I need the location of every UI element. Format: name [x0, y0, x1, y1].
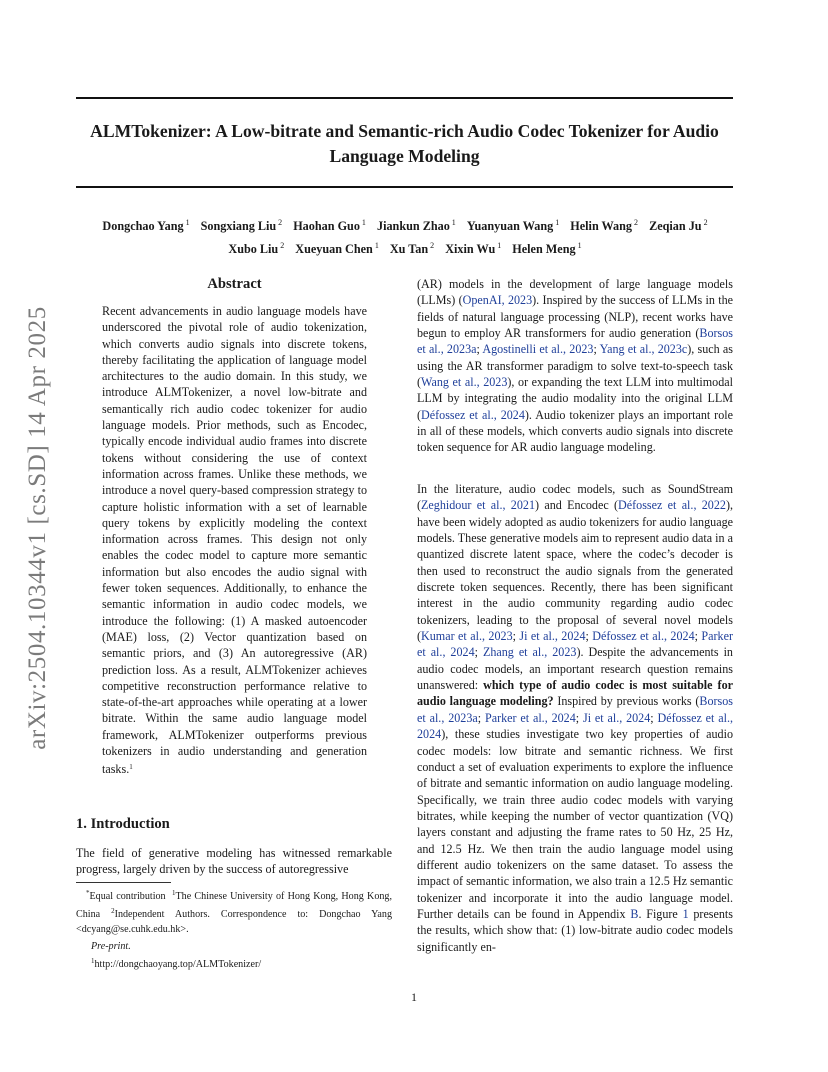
- citation-link[interactable]: Borsos et al., 2023a: [417, 694, 734, 725]
- author-name-text: Yuanyuan Wang: [466, 219, 554, 233]
- author-name: [512, 242, 581, 256]
- citation-link[interactable]: 1: [682, 906, 689, 921]
- paragraph-text: ;: [476, 342, 483, 357]
- citation-link[interactable]: Défossez et al., 2022: [618, 498, 726, 513]
- right-column-paragraph-1: [417, 276, 733, 456]
- paragraph-text: ;: [694, 629, 702, 644]
- citation-link[interactable]: Kumar et al., 2023: [421, 629, 513, 644]
- paragraph-text: ;: [512, 629, 520, 644]
- paragraph-text: ;: [585, 629, 593, 644]
- author-name-text: Jiankun Zhao: [376, 219, 450, 233]
- citation-link[interactable]: Yang et al., 2023c: [599, 342, 688, 357]
- paragraph-text: In the literature, audio codec models, such as SoundStream (: [417, 482, 733, 513]
- author-name: [201, 219, 283, 233]
- paragraph-text: ;: [650, 710, 658, 725]
- author-affiliation-mark: 1: [374, 241, 379, 250]
- author-name: [377, 219, 456, 233]
- author-name-text: Songxiang Liu: [200, 219, 277, 233]
- citation-link[interactable]: Défossez et al., 2024: [417, 710, 734, 742]
- abstract-footnote-mark: 1: [129, 763, 133, 772]
- citation-link[interactable]: Ji et al., 2024: [519, 629, 586, 644]
- paper-title: ALMTokenizer: A Low-bitrate and Semantic-rich Audio Codec Tokenizer for Audio Language Modeling: [90, 121, 719, 166]
- author-name: [390, 242, 434, 256]
- author-name-text: Zeqian Ju: [649, 219, 702, 233]
- preprint-note: Pre-print.: [91, 941, 131, 952]
- title-bottom-rule: [76, 186, 733, 188]
- abstract-text: [102, 303, 367, 778]
- author-name-text: Xueyuan Chen: [295, 242, 373, 256]
- author-name: [293, 219, 366, 233]
- citation-link[interactable]: Zeghidour et al., 2021: [421, 498, 535, 513]
- paragraph-text: . Figure: [638, 906, 683, 921]
- top-rule: [76, 97, 733, 99]
- project-url-footnote: [91, 957, 261, 970]
- paragraph-text: ;: [474, 645, 483, 660]
- author-name: [649, 219, 708, 233]
- author-affiliation-mark: 2: [280, 241, 285, 250]
- author-affiliation-mark: 1: [555, 218, 560, 227]
- paragraph-text: (AR) models in the development of large language models (LLMs) (: [417, 277, 733, 308]
- author-affiliation-mark: 1: [577, 241, 582, 250]
- paragraph-text: ). Audio tokenizer plays an important role in all of these models, which converts audio signals into discrete token sequence for AR audio language modeling.: [417, 407, 733, 455]
- paragraph-text: ). Despite the advancements in audio codec models, an important research question remains unanswered:: [417, 645, 733, 693]
- author-name-text: Xubo Liu: [228, 242, 279, 256]
- paragraph-text: ), have been widely adopted as audio tokenizers for audio language models. These generative models aim to represent audio data in a quantized discrete latent space, where the codec’s decoder is then used to reconstruct the audio signals from the generated discrete token sequences. Recently, there has been significant interest in the audio community regarding audio codec tokenizers, leading to the proposal of several novel models (: [417, 498, 734, 644]
- author-affiliation-mark: 2: [278, 218, 283, 227]
- paragraph-text: ;: [477, 710, 485, 725]
- paragraph-text: ), these studies investigate two key properties of audio codec models: low bitrate and semantic richness. We first conduct a set of evaluation experiments to explore the influence of bitrate and semantic information on audio language modeling. Specifically, we train three audio codec models with varying bitrates, while keeping the number of vector quantization (VQ) layers constant and adjusting the frame rates to 50 Hz, 25 Hz, and 12.5 Hz. We then train the audio language model using different audio tokenizers on the same dataset. To assess the impact of semantic information, we also train a 12.5 Hz semantic tokenizer and incorporate it into the audio language model. Further details can be found in Appendix: [417, 727, 733, 921]
- paragraph-text: ;: [575, 710, 583, 725]
- affiliation-1: The Chinese University of Hong Kong, Hong Kong, China: [76, 891, 392, 921]
- paragraph-text: ;: [593, 342, 600, 357]
- affiliation-footnote: [76, 886, 392, 938]
- author-name: [295, 242, 379, 256]
- author-name-text: Helen Meng: [512, 242, 576, 256]
- citation-link[interactable]: Parker et al., 2024: [484, 710, 576, 725]
- author-name: [228, 242, 284, 256]
- citation-link[interactable]: B: [630, 906, 639, 921]
- citation-link[interactable]: Zhang et al., 2023: [482, 645, 577, 660]
- author-name: [445, 242, 501, 256]
- page-number: 1: [411, 990, 417, 1004]
- citation-link[interactable]: Borsos et al., 2023a: [417, 326, 733, 357]
- abstract-heading: Abstract: [207, 276, 262, 292]
- author-affiliation-mark: 1: [185, 218, 190, 227]
- abstract-body: Recent advancements in audio language models have underscored the pivotal role of audio tokenization, which converts audio signals into discrete tokens, thereby facilitating the application of language model architectures to the audio domain. In this study, we introduce ALMTokenizer, a novel low-bitrate and semantically rich audio codec tokenizer for audio language models. Prior methods, such as Encodec, typically encode individual audio frames into discrete tokens without considering the use of context information across frames. Unlike these methods, we introduce a novel query-based compression strategy to capture holistic information with a set of learnable query tokens by explicitly modeling the context information across frames. This design not only enables the codec model to capture more semantic information but also encodes the audio signal with fewer token sequences. Additionally, to enhance the semantic information in audio codec models, we introduce the following: (1) A masked autoencoder (MAE) loss, (2) Vector quantization based on semantic priors, and (3) An autoregressive (AR) prediction loss. As a result, ALMTokenizer achieves competitive reconstruction performance relative to state-of-the-art approaches while operating at a lower bitrate. Within the same audio language model framework, ALMTokenizer outperforms previous tokenizers in audio understanding and generation tasks.: [102, 304, 367, 777]
- author-affiliation-mark: 1: [451, 218, 456, 227]
- author-affiliation-mark: 2: [430, 241, 435, 250]
- paragraph-text: ), or expanding the text LLM into multimodal LLM by integrating the audio modality into the original LLM (: [417, 375, 733, 422]
- footnote-mark: 2: [111, 907, 115, 916]
- introduction-heading: 1. Introduction: [76, 816, 170, 832]
- paragraph-text: Inspired by previous works (: [553, 694, 700, 709]
- footnote-mark: *: [86, 889, 90, 897]
- author-affiliation-mark: 2: [634, 218, 639, 227]
- introduction-text: The field of generative modeling has witnessed remarkable progress, largely driven by the success of autoregressive: [76, 846, 392, 877]
- footnote-mark: 1: [91, 957, 95, 965]
- emphasized-question: which type of audio codec is most suitable for audio language modeling?: [417, 678, 733, 709]
- footnote-mark: 1: [172, 889, 176, 897]
- footnote-rule: [76, 882, 171, 883]
- right-column-paragraph-2: [417, 481, 733, 955]
- citation-link[interactable]: Agostinelli et al., 2023: [482, 342, 594, 357]
- arxiv-identifier: arXiv:2504.10344v1 [cs.SD] 14 Apr 2025: [24, 306, 51, 750]
- author-affiliation-mark: 1: [361, 218, 366, 227]
- citation-link[interactable]: Ji et al., 2024: [582, 710, 651, 725]
- affiliation-2-and-correspondence: Independent Authors. Correspondence to: Dongchao Yang <dcyang@se.cuhk.edu.hk>.: [76, 909, 392, 936]
- author-name-text: Dongchao Yang: [102, 219, 184, 233]
- equal-contribution-note: Equal contribution: [89, 891, 166, 902]
- citation-link[interactable]: Parker et al., 2024: [417, 629, 733, 660]
- author-list: [70, 213, 740, 259]
- author-name-text: Haohan Guo: [293, 219, 360, 233]
- paragraph-text: presents the results, which show that: (1) low-bitrate audio codec models significantly en-: [417, 906, 733, 954]
- citation-link[interactable]: Défossez et al., 2024: [421, 407, 525, 422]
- paragraph-text: ), such as using the AR transformer paradigm to solve text-to-speech task (: [417, 342, 733, 390]
- author-name-text: Xu Tan: [389, 242, 429, 256]
- author-name: [102, 219, 189, 233]
- author-name: [467, 219, 559, 233]
- author-affiliation-mark: 1: [497, 241, 502, 250]
- citation-link[interactable]: Défossez et al., 2024: [592, 629, 695, 644]
- paragraph-text: ). Inspired by the success of LLMs in the fields of natural language processing (NLP), recent works have begun to employ AR transformers for audio generation (: [417, 293, 733, 341]
- project-url[interactable]: http://dongchaoyang.top/ALMTokenizer/: [94, 959, 262, 970]
- citation-link[interactable]: Wang et al., 2023: [421, 375, 508, 390]
- author-affiliation-mark: 2: [703, 218, 708, 227]
- author-name: [570, 219, 638, 233]
- paragraph-text: ) and Encodec (: [535, 498, 619, 513]
- author-name-text: Xixin Wu: [445, 242, 496, 256]
- author-name-text: Helin Wang: [570, 219, 633, 233]
- citation-link[interactable]: OpenAI, 2023: [462, 293, 533, 308]
